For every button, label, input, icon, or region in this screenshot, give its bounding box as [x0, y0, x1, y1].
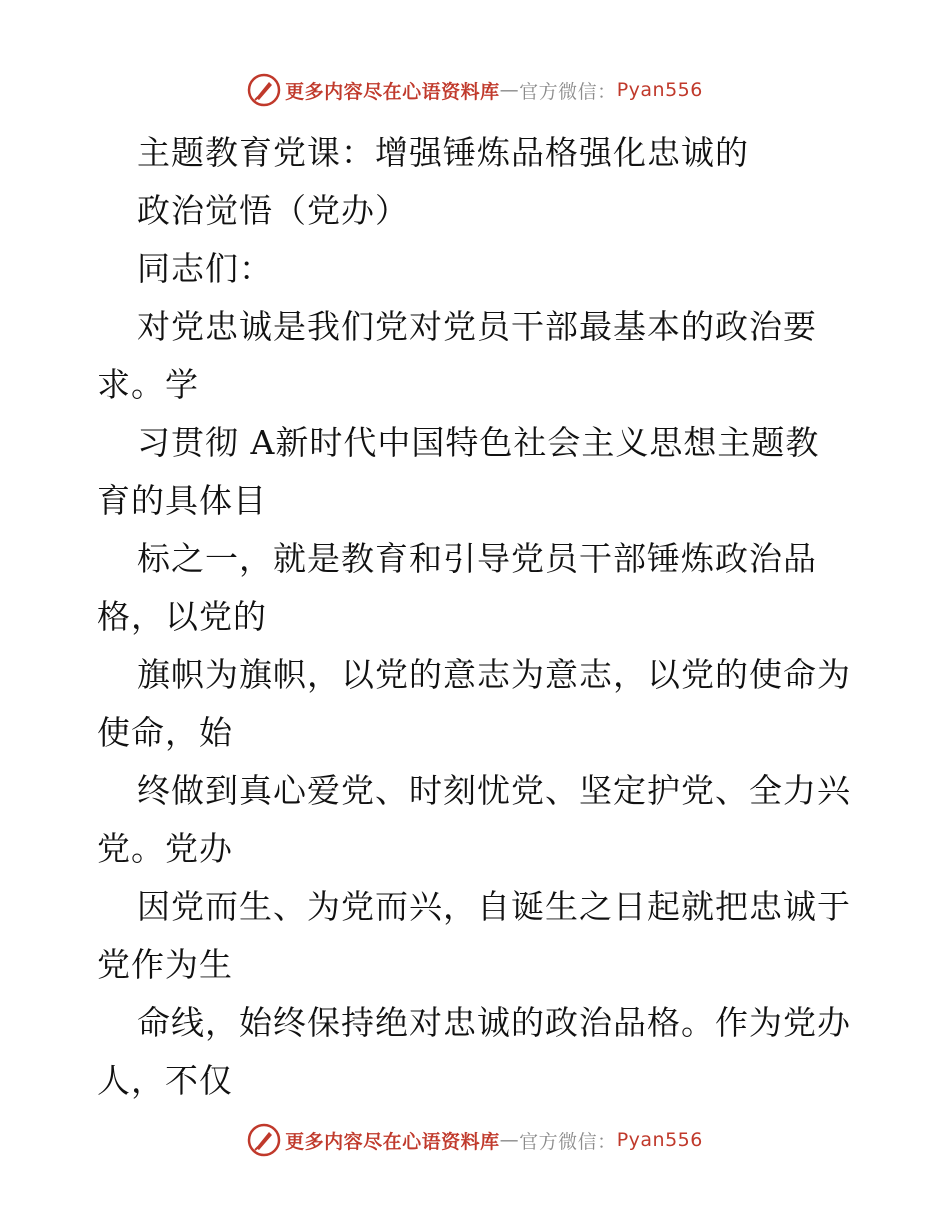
doc-line: 命线，始终保持绝对忠诚的政治品格。作为党办 [137, 1003, 851, 1042]
doc-line: 同志们： [137, 249, 273, 288]
doc-line: 使命，始 [97, 713, 233, 752]
banner-separator: — [499, 1129, 520, 1151]
doc-line: 终做到真心爱党、时刻忧党、坚定护党、全力兴 [137, 771, 851, 810]
doc-line: 习贯彻 A新时代中国特色社会主义思想主题教 [137, 423, 820, 462]
banner-site-name: 更多内容尽在心语资料库 [285, 1130, 500, 1153]
footer-banner [0, 1120, 950, 1160]
doc-line: 格，以党的 [97, 597, 267, 636]
doc-line: 对党忠诚是我们党对党员干部最基本的政治要 [137, 307, 817, 346]
doc-line: 人，不仅 [97, 1061, 233, 1100]
header-banner [0, 70, 950, 110]
doc-line: 党作为生 [97, 945, 233, 984]
doc-line: 政治觉悟（党办） [137, 191, 409, 230]
doc-line: 因党而生、为党而兴，自诞生之日起就把忠诚于 [137, 887, 851, 926]
doc-line: 育的具体目 [97, 481, 267, 520]
doc-line: 标之一，就是教育和引导党员干部锤炼政治品 [137, 539, 817, 578]
banner-wechat-id: Pyan556 [616, 79, 703, 101]
doc-line: 主题教育党课：增强锤炼品格强化忠诚的 [137, 133, 749, 172]
banner-site-name: 更多内容尽在心语资料库 [285, 80, 500, 103]
banner-separator: — [499, 79, 520, 101]
banner-wechat-id: Pyan556 [616, 1129, 703, 1151]
doc-line: 党。党办 [97, 829, 233, 868]
banner-official-label: 官方微信： [519, 80, 617, 103]
document-body [97, 124, 857, 1110]
quill-logo-icon [247, 73, 281, 107]
doc-line: 求。学 [97, 365, 199, 404]
doc-line: 旗帜为旗帜，以党的意志为意志，以党的使命为 [137, 655, 851, 694]
quill-logo-icon [247, 1123, 281, 1157]
banner-official-label: 官方微信： [519, 1130, 617, 1153]
